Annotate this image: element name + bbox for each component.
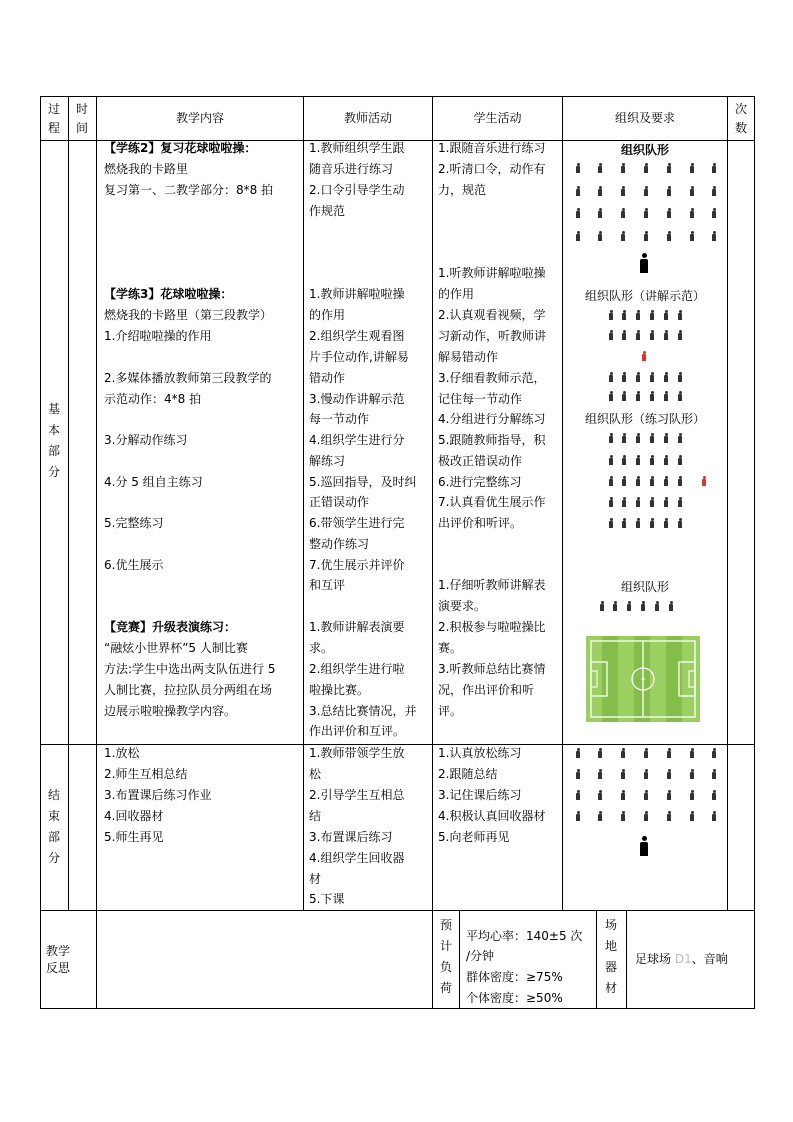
- student-figure-icon: [576, 163, 580, 173]
- student-figure-icon: [690, 163, 694, 173]
- student-figure-icon: [690, 790, 694, 800]
- student-figure-icon: [650, 330, 654, 340]
- student-figure-icon: [690, 231, 694, 241]
- student-figure-icon: [598, 186, 602, 196]
- formation-title-1: 组织队形: [620, 143, 669, 157]
- student-figure-icon: [678, 455, 682, 465]
- student-figure-icon: [622, 391, 626, 401]
- student-figure-icon: [644, 769, 648, 779]
- student-figure-icon: [636, 518, 640, 528]
- student-figure-icon: [636, 310, 640, 320]
- student-figure-icon: [627, 601, 631, 611]
- student-figure-icon: [664, 476, 668, 486]
- student-figure-icon: [622, 372, 626, 382]
- student-figure-icon: [712, 163, 716, 173]
- student-figure-icon: [712, 811, 716, 821]
- header-content: 教学内容: [175, 111, 224, 125]
- student-figure-icon: [650, 310, 654, 320]
- student-figure-icon: [678, 518, 682, 528]
- student-figure-icon: [636, 497, 640, 507]
- student-figure-icon: [621, 163, 625, 173]
- student-figure-icon: [600, 601, 604, 611]
- student-figure-icon: [598, 769, 602, 779]
- student-figure-icon: [621, 186, 625, 196]
- student-figure-icon: [598, 231, 602, 241]
- student-figure-icon: [576, 748, 580, 758]
- student-figure-icon: [576, 769, 580, 779]
- soccer-field-icon: [586, 636, 700, 722]
- student-figure-icon: [636, 330, 640, 340]
- student-figure-icon: [650, 433, 654, 443]
- student-figure-icon: [621, 208, 625, 218]
- student-figure-icon: [644, 208, 648, 218]
- student-figure-icon: [609, 310, 613, 320]
- student-figure-icon: [609, 372, 613, 382]
- header-student: 学生活动: [473, 111, 522, 125]
- student-figure-icon: [664, 518, 668, 528]
- student-figure-icon: [576, 186, 580, 196]
- student-figure-icon: [636, 476, 640, 486]
- student-figure-icon: [667, 790, 671, 800]
- student-figure-icon: [690, 186, 694, 196]
- student-figure-red-icon: [702, 476, 706, 486]
- student-figure-icon: [609, 330, 613, 340]
- student-figure-icon: [622, 476, 626, 486]
- formation-title-2: 组织队形（讲解示范）: [584, 289, 705, 303]
- student-figure-icon: [622, 433, 626, 443]
- student-figure-icon: [678, 433, 682, 443]
- student-figure-icon: [621, 790, 625, 800]
- student-figure-red-icon: [642, 351, 646, 361]
- student-figure-icon: [609, 497, 613, 507]
- formation-title-3: 组织队形（练习队形）: [584, 412, 705, 426]
- student-figure-icon: [621, 811, 625, 821]
- student-figure-icon: [712, 790, 716, 800]
- student-figure-icon: [641, 601, 645, 611]
- venue-equipment: 足球场 D1、音响: [635, 952, 728, 966]
- student-figure-icon: [622, 330, 626, 340]
- student-figure-icon: [636, 455, 640, 465]
- student-figure-icon: [644, 790, 648, 800]
- teacher-figure-icon: [640, 836, 648, 856]
- student-figure-icon: [644, 163, 648, 173]
- student-figure-icon: [669, 601, 673, 611]
- student-figure-icon: [678, 476, 682, 486]
- student-figure-icon: [664, 433, 668, 443]
- student-figure-icon: [621, 231, 625, 241]
- student-figure-icon: [621, 769, 625, 779]
- student-figure-icon: [664, 310, 668, 320]
- student-figure-icon: [664, 391, 668, 401]
- student-figure-icon: [678, 497, 682, 507]
- student-figure-icon: [664, 330, 668, 340]
- student-figure-icon: [613, 601, 617, 611]
- student-figure-icon: [598, 748, 602, 758]
- teacher-figure-icon: [640, 253, 648, 273]
- student-figure-icon: [712, 208, 716, 218]
- student-figure-icon: [609, 455, 613, 465]
- student-figure-icon: [576, 790, 580, 800]
- student-figure-icon: [598, 790, 602, 800]
- student-figure-icon: [712, 748, 716, 758]
- student-figure-icon: [621, 748, 625, 758]
- student-figure-icon: [712, 186, 716, 196]
- student-figure-icon: [622, 310, 626, 320]
- student-figure-icon: [667, 811, 671, 821]
- student-figure-icon: [678, 310, 682, 320]
- student-figure-icon: [664, 497, 668, 507]
- student-figure-icon: [598, 208, 602, 218]
- student-figure-icon: [678, 330, 682, 340]
- student-figure-icon: [644, 811, 648, 821]
- student-figure-icon: [650, 391, 654, 401]
- student-figure-icon: [650, 476, 654, 486]
- student-figure-icon: [655, 601, 659, 611]
- student-figure-icon: [609, 391, 613, 401]
- student-figure-icon: [664, 455, 668, 465]
- header-teacher: 教师活动: [343, 111, 392, 125]
- student-figure-icon: [690, 748, 694, 758]
- student-figure-icon: [667, 163, 671, 173]
- student-figure-icon: [650, 455, 654, 465]
- student-figure-icon: [598, 163, 602, 173]
- student-figure-icon: [690, 769, 694, 779]
- student-figure-icon: [644, 186, 648, 196]
- header-org: 组织及要求: [614, 111, 675, 125]
- student-figure-icon: [576, 208, 580, 218]
- student-figure-icon: [622, 497, 626, 507]
- student-figure-icon: [667, 186, 671, 196]
- student-figure-icon: [644, 231, 648, 241]
- student-figure-icon: [576, 811, 580, 821]
- student-figure-icon: [636, 391, 640, 401]
- student-figure-icon: [690, 208, 694, 218]
- student-figure-icon: [576, 231, 580, 241]
- student-figure-icon: [622, 518, 626, 528]
- formation-title-4: 组织队形: [620, 580, 669, 594]
- student-figure-icon: [712, 231, 716, 241]
- student-figure-icon: [690, 811, 694, 821]
- student-figure-icon: [667, 208, 671, 218]
- student-figure-icon: [622, 455, 626, 465]
- student-figure-icon: [650, 372, 654, 382]
- student-figure-icon: [712, 769, 716, 779]
- student-figure-icon: [609, 476, 613, 486]
- student-figure-icon: [598, 811, 602, 821]
- reflection-content: [97, 911, 432, 1008]
- student-figure-icon: [667, 231, 671, 241]
- student-figure-icon: [636, 372, 640, 382]
- student-figure-icon: [664, 372, 668, 382]
- student-figure-icon: [609, 433, 613, 443]
- student-figure-icon: [650, 518, 654, 528]
- student-figure-icon: [667, 748, 671, 758]
- student-figure-icon: [609, 518, 613, 528]
- student-figure-icon: [667, 769, 671, 779]
- student-figure-icon: [636, 433, 640, 443]
- student-figure-icon: [678, 372, 682, 382]
- student-figure-icon: [650, 497, 654, 507]
- student-figure-icon: [644, 748, 648, 758]
- student-figure-icon: [678, 391, 682, 401]
